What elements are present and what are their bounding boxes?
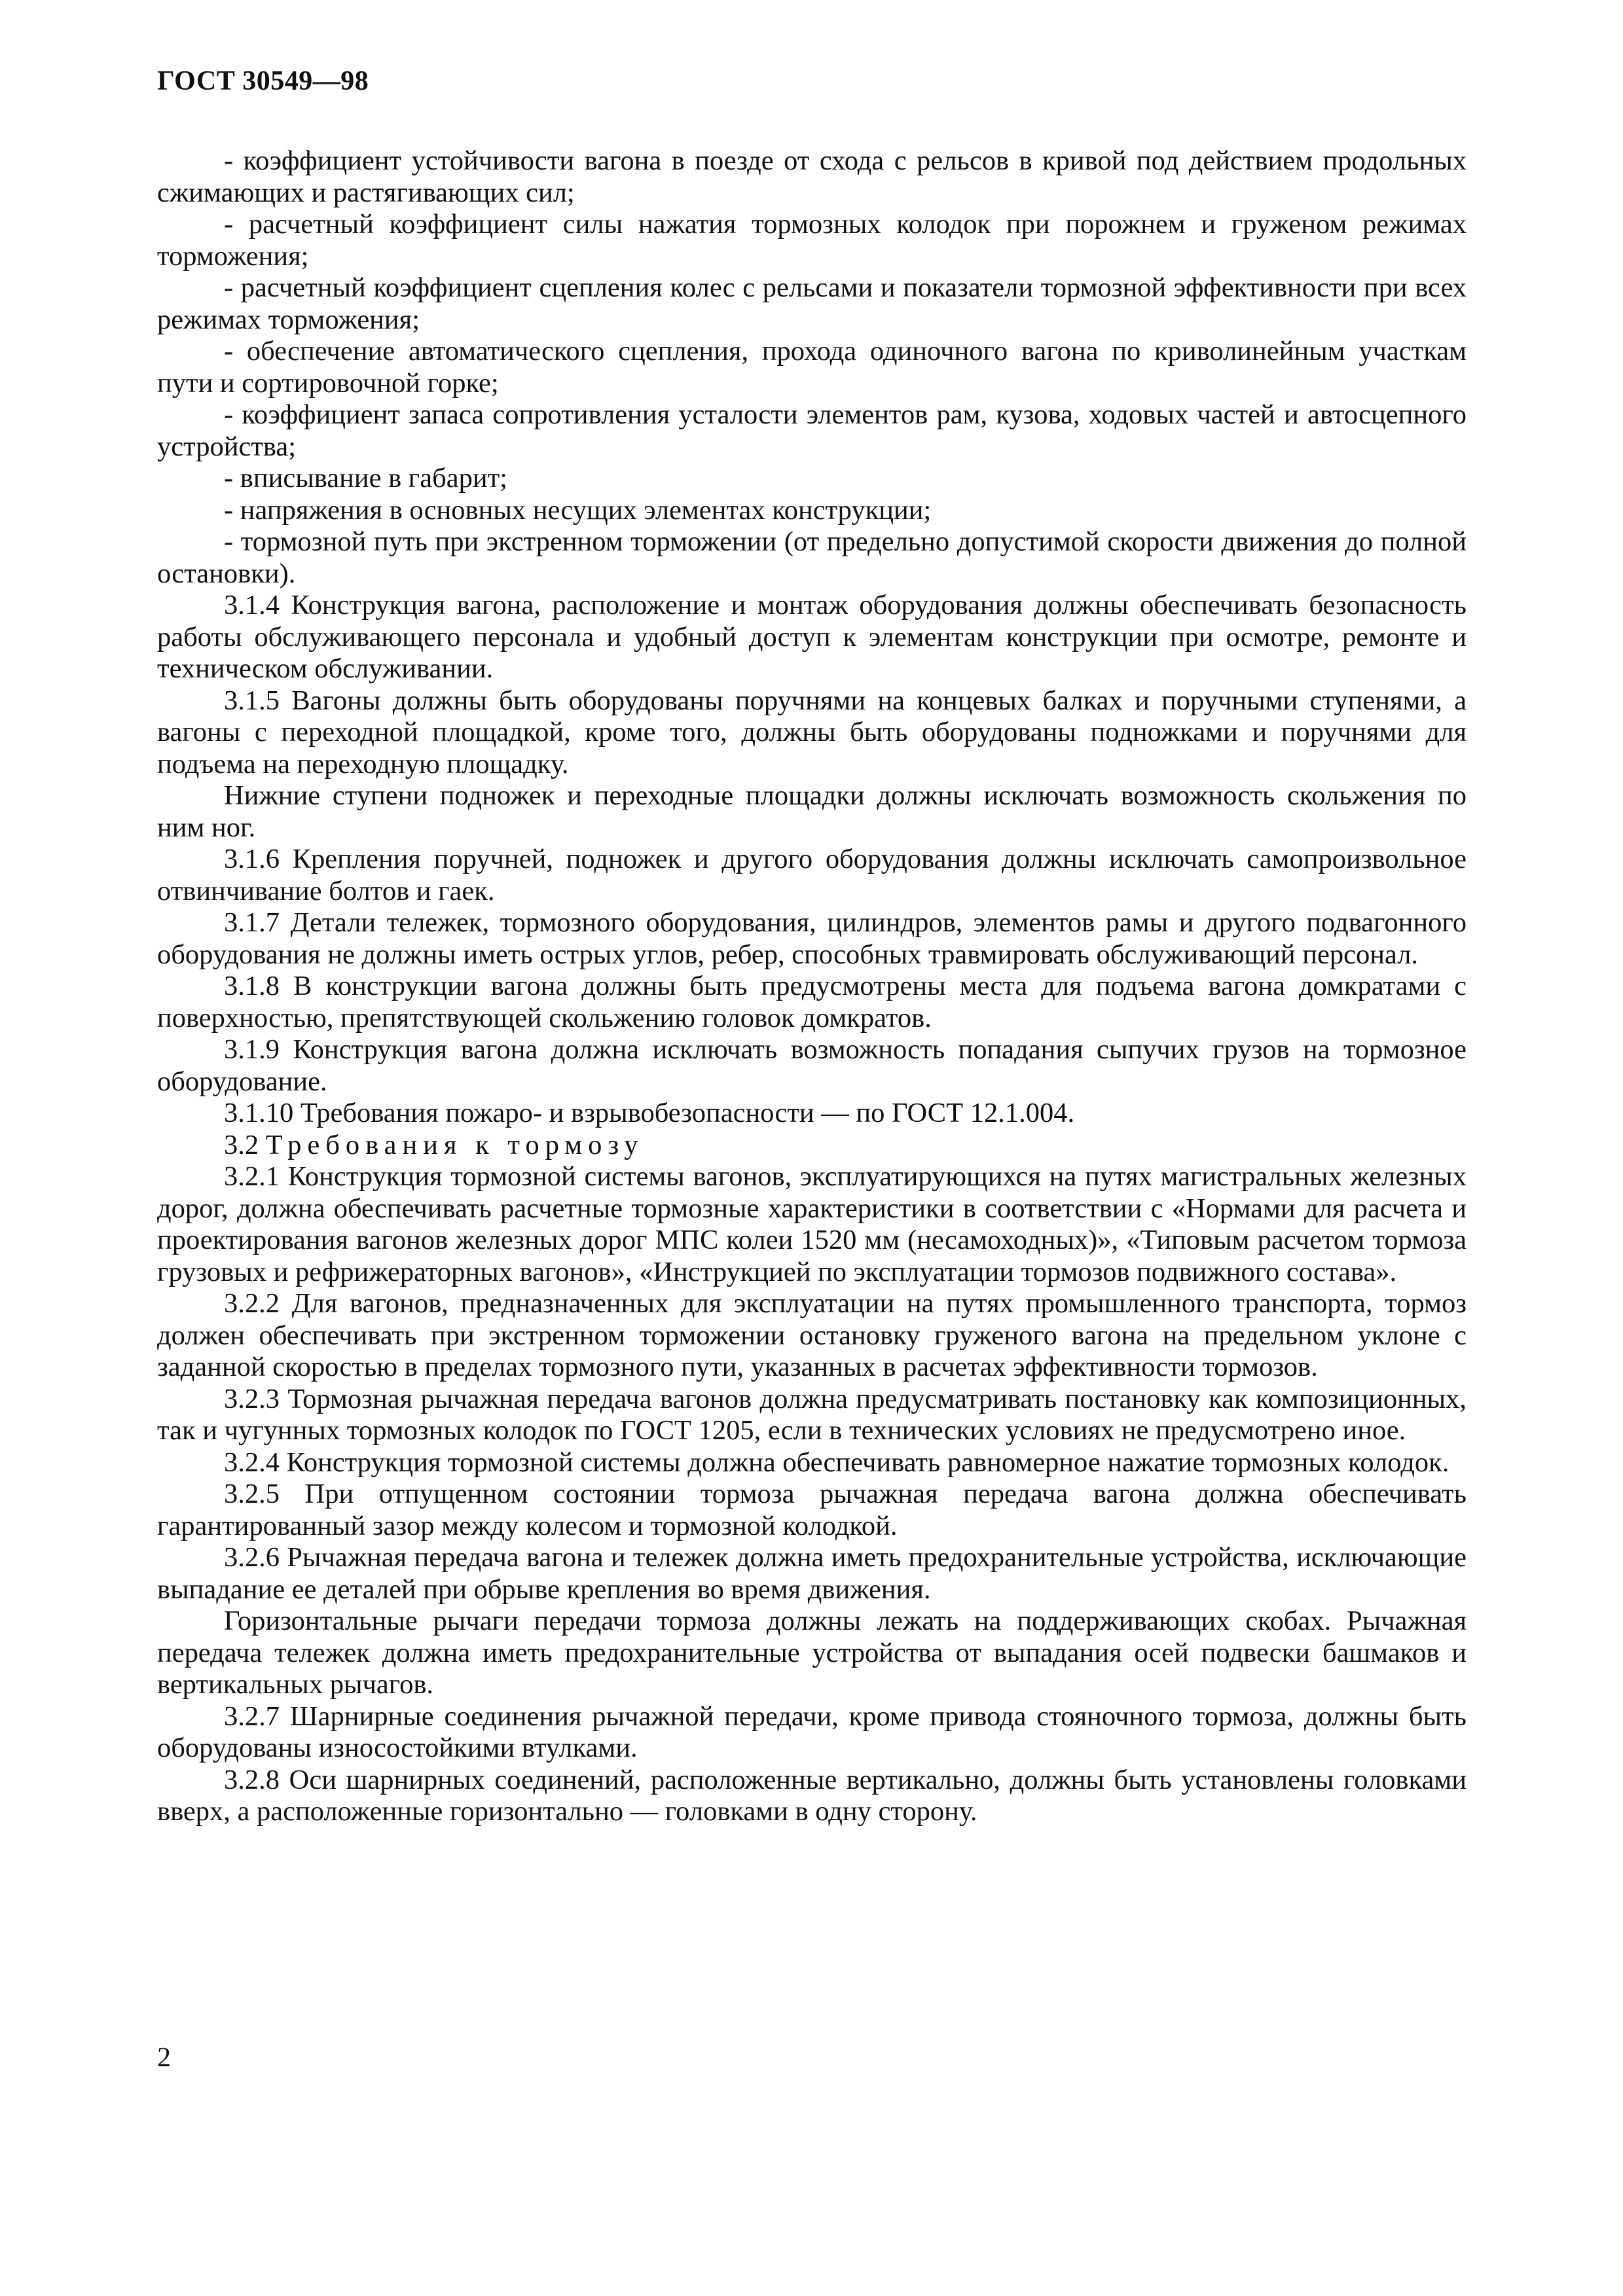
list-item: - вписывание в габарит; [224, 463, 507, 493]
list-item: - расчетный коэффициент сцепления колес с рельсами и показатели тормозной эффективности при всех режимах торможения; [157, 272, 1467, 335]
paragraph-3-1-8: 3.1.8 В конструкции вагона должны быть предусмотрены места для подъема вагона домкратами с поверхностью, препятствующей скольжению головок домкратов. [157, 971, 1467, 1033]
paragraph-levers: Горизонтальные рычаги передачи тормоза должны лежать на поддерживающих скобах. Рычажная передача тележек должна иметь предохранительные устройства от выпадания осей подвески башмаков и вертикальных рычагов. [157, 1605, 1467, 1700]
paragraph-3-1-6: 3.1.6 Крепления поручней, подножек и другого оборудования должны исключать самопроизвольное отвинчивание болтов и гаек. [157, 844, 1467, 906]
list-item: - коэффициент устойчивости вагона в поезде от схода с рельсов в кривой под действием продольных сжимающих и растягивающих сил; [157, 145, 1467, 208]
paragraph-steps: Нижние ступени подножек и переходные площадки должны исключать возможность скольжения по ним ног. [157, 780, 1467, 843]
paragraph-3-1-7: 3.1.7 Детали тележек, тормозного оборудования, цилиндров, элементов рамы и другого подвагонного оборудования не должны иметь острых углов, ребер, способных травмировать обслуживающий персонал. [157, 907, 1467, 970]
section-heading [157, 1130, 1467, 1162]
paragraph-3-2-6: 3.2.6 Рычажная передача вагона и тележек должна иметь предохранительные устройства, исключающие выпадание ее деталей при обрыве крепления во время движения. [157, 1542, 1467, 1605]
section-number: 3.2 [224, 1129, 259, 1160]
paragraph-3-2-3: 3.2.3 Тормозная рычажная передача вагонов должна предусматривать постановку как композиционных, так и чугунных тормозных колодок по ГОСТ 1205, если в технических условиях не предусмотрено иное. [157, 1383, 1467, 1446]
paragraph-3-1-4: 3.1.4 Конструкция вагона, расположение и монтаж оборудования должны обеспечивать безопасность работы обслуживающего персонала и удобный доступ к элементам конструкции при осмотре, ремонте и техническом обслуживании. [157, 590, 1467, 684]
list-item: - расчетный коэффициент силы нажатия тормозных колодок при порожнем и груженом режимах торможения; [157, 209, 1467, 272]
paragraph-3-1-9: 3.1.9 Конструкция вагона должна исключать возможность попадания сыпучих грузов на тормозное оборудование. [157, 1034, 1467, 1097]
paragraph-3-2-2: 3.2.2 Для вагонов, предназначенных для эксплуатации на путях промышленного транспорта, тормоз должен обеспечивать при экстренном торможении остановку груженого вагона на предельном уклоне с заданной скоростью в пределах тормозного пути, указанных в расчетах эффективности тормозов. [157, 1288, 1467, 1382]
paragraph-3-2-4: 3.2.4 Конструкция тормозной системы должна обеспечивать равномерное нажатие тормозных колодок. [224, 1446, 1450, 1478]
page-number: 2 [157, 2043, 171, 2073]
paragraph-3-2-1: 3.2.1 Конструкция тормозной системы вагонов, эксплуатирующихся на путях магистральных железных дорог, должна обеспечивать расчетные тормозные характеристики в соответствии с «Нормами для расчета и проектирования вагонов железных дорог МПС колеи 1520 мм (несамоходных)», «Типовым расчетом тормоза грузовых и рефрижераторных вагонов», «Инструкцией по эксплуатации тормозов подвижного состава». [157, 1161, 1467, 1287]
document-body [157, 145, 1467, 1828]
paragraph-3-2-8: 3.2.8 Оси шарнирных соединений, расположенные вертикально, должны быть установлены головками вверх, а расположенные горизонтально — головками в одну сторону. [157, 1764, 1467, 1827]
paragraph-3-1-5: 3.1.5 Вагоны должны быть оборудованы поручнями на концевых балках и поручными ступенями, а вагоны с переходной площадкой, кроме того, должны быть оборудованы подножками и поручнями для подъема на переходную площадку. [157, 685, 1467, 780]
list-item: - коэффициент запаса сопротивления усталости элементов рам, кузова, ходовых частей и автосцепного устройства; [157, 399, 1467, 462]
paragraph-3-1-10: 3.1.10 Требования пожаро- и взрывобезопасности — по ГОСТ 12.1.004. [224, 1098, 1075, 1128]
list-item: - напряжения в основных несущих элементах конструкции; [224, 494, 932, 526]
document-header-title: ГОСТ 30549—98 [157, 66, 369, 96]
paragraph-3-2-5: 3.2.5 При отпущенном состоянии тормоза рычажная передача вагона должна обеспечивать гарантированный зазор между колесом и тормозной колодкой. [157, 1479, 1467, 1541]
list-item: - тормозной путь при экстренном торможении (от предельно допустимой скорости движения до полной остановки). [157, 526, 1467, 589]
paragraph-3-2-7: 3.2.7 Шарнирные соединения рычажной передачи, кроме привода стояночного тормоза, должны быть оборудованы износостойкими втулками. [157, 1700, 1467, 1763]
section-title: Требования к тормозу [265, 1129, 644, 1160]
list-item: - обеспечение автоматического сцепления, прохода одиночного вагона по криволинейным участкам пути и сортировочной горке; [157, 336, 1467, 399]
